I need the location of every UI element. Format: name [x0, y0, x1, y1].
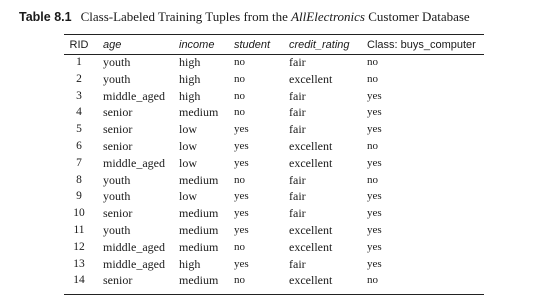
cell-age: middle_aged	[103, 239, 165, 254]
cell-age: senior	[103, 138, 133, 153]
cell-income: high	[179, 71, 201, 86]
header-income: income	[179, 38, 215, 51]
cell-rid: 13	[73, 257, 85, 270]
table-row	[64, 172, 485, 189]
cell-income: medium	[179, 206, 219, 221]
header-row	[64, 35, 485, 54]
cell-credit-rating: fair	[289, 55, 306, 69]
cell-rid: 14	[73, 274, 85, 287]
training-tuples-table	[64, 35, 485, 289]
cell-income: medium	[179, 239, 219, 254]
cell-age: senior	[103, 273, 133, 288]
cell-class: no	[367, 274, 378, 287]
cell-student: no	[234, 89, 245, 102]
cell-class: yes	[367, 190, 382, 203]
table-row	[64, 71, 485, 88]
cell-age: youth	[103, 189, 131, 204]
cell-student: no	[234, 56, 245, 68]
cell-income: high	[179, 256, 201, 271]
cell-income: high	[179, 88, 201, 103]
cell-rid: 8	[76, 173, 82, 186]
cell-income: low	[179, 155, 197, 170]
header-age: age	[103, 38, 122, 51]
cell-credit-rating: excellent	[289, 222, 333, 237]
cell-age: youth	[103, 71, 131, 86]
table-row	[64, 104, 485, 121]
cell-rid: 9	[76, 190, 82, 203]
cell-income: high	[179, 55, 201, 69]
table-caption	[19, 9, 470, 25]
cell-class: yes	[367, 223, 382, 236]
cell-class: no	[367, 72, 378, 85]
cell-rid: 1	[76, 56, 82, 68]
cell-credit-rating: fair	[289, 256, 306, 271]
table-row	[64, 54, 485, 71]
table-row	[64, 155, 485, 172]
cell-rid: 7	[76, 156, 82, 169]
cell-student: yes	[234, 257, 249, 270]
cell-age: middle_aged	[103, 155, 165, 170]
table-row	[64, 188, 485, 205]
cell-rid: 12	[73, 240, 85, 253]
cell-class: yes	[367, 106, 382, 119]
cell-class: yes	[367, 123, 382, 136]
cell-credit-rating: fair	[289, 105, 306, 120]
cell-class: no	[367, 56, 378, 68]
cell-student: no	[234, 240, 245, 253]
cell-student: yes	[234, 190, 249, 203]
cell-rid: 6	[76, 139, 82, 152]
cell-class: yes	[367, 207, 382, 220]
table-row	[64, 272, 485, 289]
cell-student: no	[234, 72, 245, 85]
cell-student: yes	[234, 139, 249, 152]
table-row	[64, 256, 485, 273]
cell-age: senior	[103, 122, 133, 137]
header-class: Class: buys_computer	[367, 38, 476, 51]
cell-credit-rating: fair	[289, 206, 306, 221]
cell-credit-rating: excellent	[289, 138, 333, 153]
cell-student: yes	[234, 156, 249, 169]
cell-rid: 5	[76, 123, 82, 136]
cell-credit-rating: fair	[289, 122, 306, 137]
table-row	[64, 88, 485, 105]
cell-age: senior	[103, 105, 133, 120]
table-row	[64, 205, 485, 222]
cell-credit-rating: excellent	[289, 155, 333, 170]
cell-rid: 3	[76, 89, 82, 102]
cell-credit-rating: excellent	[289, 273, 333, 288]
cell-student: no	[234, 173, 245, 186]
caption-text-italic: AllElectronics	[291, 9, 365, 24]
cell-student: yes	[234, 223, 249, 236]
cell-class: yes	[367, 156, 382, 169]
cell-age: youth	[103, 55, 131, 69]
header-rid: RID	[69, 38, 89, 51]
cell-class: yes	[367, 257, 382, 270]
cell-credit-rating: fair	[289, 88, 306, 103]
cell-income: low	[179, 122, 197, 137]
cell-rid: 2	[76, 72, 82, 85]
cell-age: middle_aged	[103, 256, 165, 271]
cell-credit-rating: fair	[289, 189, 306, 204]
table-row	[64, 138, 485, 155]
cell-income: medium	[179, 273, 219, 288]
cell-income: low	[179, 189, 197, 204]
cell-age: youth	[103, 172, 131, 187]
caption-text-before: Class-Labeled Training Tuples from the	[80, 9, 292, 24]
cell-age: senior	[103, 206, 133, 221]
table-row	[64, 121, 485, 138]
cell-rid: 4	[76, 106, 82, 119]
cell-credit-rating: fair	[289, 172, 306, 187]
cell-class: no	[367, 173, 378, 186]
cell-student: no	[234, 274, 245, 287]
table-row	[64, 239, 485, 256]
caption-text-after: Customer Database	[365, 9, 470, 24]
table-row	[64, 222, 485, 239]
cell-class: no	[367, 139, 378, 152]
cell-age: youth	[103, 222, 131, 237]
cell-class: yes	[367, 89, 382, 102]
header-student: student	[234, 38, 271, 51]
cell-student: no	[234, 106, 245, 119]
cell-income: medium	[179, 222, 219, 237]
cell-income: low	[179, 138, 197, 153]
cell-credit-rating: excellent	[289, 71, 333, 86]
cell-rid: 10	[73, 207, 85, 220]
cell-credit-rating: excellent	[289, 239, 333, 254]
header-credit-rating: credit_rating	[289, 38, 350, 51]
cell-age: middle_aged	[103, 88, 165, 103]
cell-student: yes	[234, 123, 249, 136]
table-body	[64, 54, 485, 289]
table-number: Table 8.1	[19, 10, 72, 24]
cell-rid: 11	[73, 223, 85, 236]
cell-class: yes	[367, 240, 382, 253]
bottom-rule	[64, 294, 484, 295]
cell-student: yes	[234, 207, 249, 220]
cell-income: medium	[179, 105, 219, 120]
cell-income: medium	[179, 172, 219, 187]
